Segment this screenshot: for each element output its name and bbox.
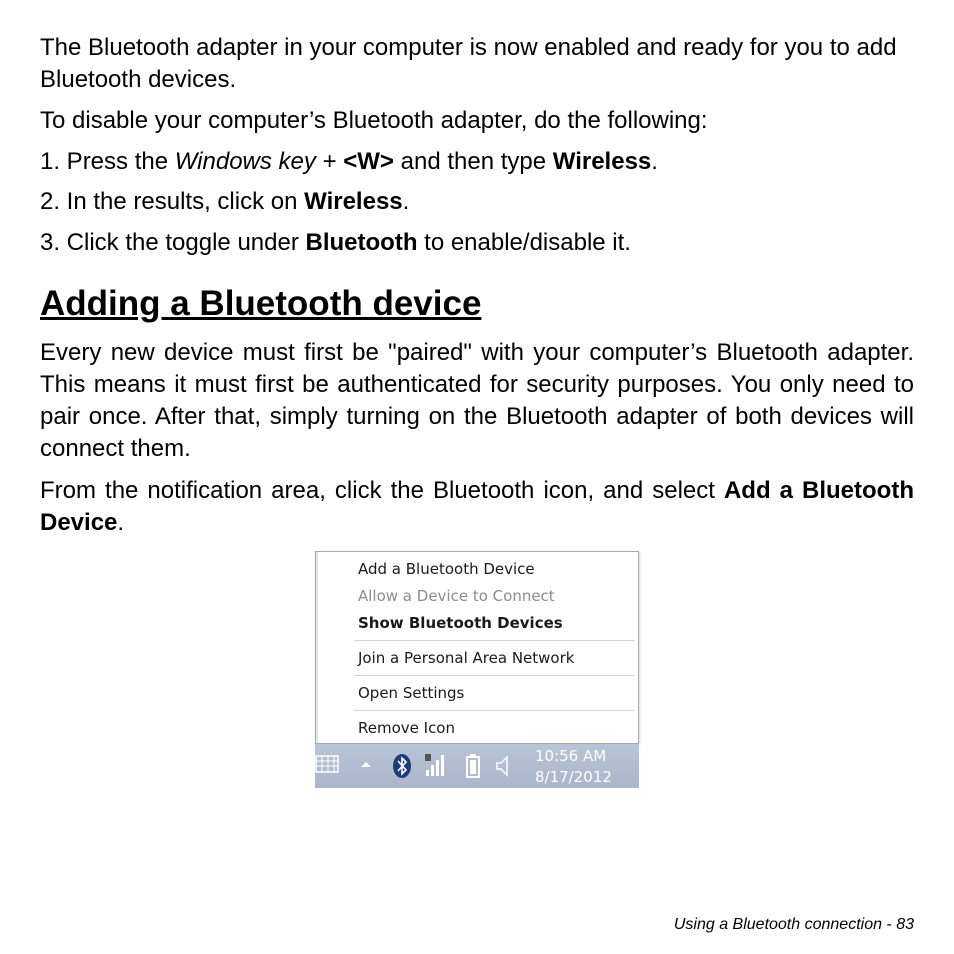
menu-item-allow-connect: Allow a Device to Connect: [358, 587, 555, 605]
section-heading: Adding a Bluetooth device: [40, 284, 482, 323]
step-2: [40, 186, 409, 218]
volume-icon[interactable]: [495, 754, 513, 778]
clock-time: 10:56 AM: [535, 747, 607, 765]
page-footer: Using a Bluetooth connection - 83: [673, 916, 914, 933]
step-1-mid: and then type: [393, 148, 553, 175]
step-3-end: to enable/disable it.: [417, 229, 631, 256]
context-menu: [315, 551, 639, 744]
windows-key-text: Windows key: [174, 148, 316, 175]
add-device-bold: Add a Bluetooth Device: [40, 477, 914, 536]
menu-item-join-pan[interactable]: Join a Personal Area Network: [358, 649, 575, 667]
menu-gutter: [316, 552, 318, 743]
bluetooth-menu-screenshot: [315, 551, 639, 788]
intro-paragraph: The Bluetooth adapter in your computer is now enabled and ready for you to add Bluetooth devices.: [40, 34, 897, 93]
step-1-end: .: [651, 148, 658, 175]
notification-end: .: [117, 509, 125, 536]
bluetooth-bold: Bluetooth: [305, 229, 418, 256]
menu-item-remove-icon[interactable]: Remove Icon: [358, 719, 455, 737]
pairing-paragraph: Every new device must first be "paired" with your computer’s Bluetooth adapter. This means it must first be authenticated for security purposes. You only need to pair once. After that, simply turning on the Bluetooth adapter of both devices will connect them.: [40, 339, 914, 462]
step-2-text: 2. In the results, click on: [40, 188, 305, 215]
clock-date: 8/17/2012: [535, 768, 612, 786]
wireless-bold: Wireless: [552, 148, 652, 175]
taskbar: [315, 744, 639, 788]
battery-icon[interactable]: [465, 753, 481, 779]
bluetooth-icon[interactable]: [392, 753, 412, 779]
step-2-end: .: [402, 188, 410, 215]
network-signal-icon[interactable]: [423, 752, 445, 778]
menu-separator: [354, 710, 634, 711]
step-3-text: 3. Click the toggle under: [40, 229, 306, 256]
notification-paragraph: [40, 475, 914, 539]
step-1: [40, 146, 658, 178]
step-3: [40, 227, 631, 259]
taskbar-clock[interactable]: [535, 746, 612, 788]
wireless-bold-2: Wireless: [304, 188, 403, 215]
disable-intro: To disable your computer’s Bluetooth adapter, do the following:: [40, 107, 708, 134]
step-1-text: 1. Press the: [40, 148, 175, 175]
keyboard-icon[interactable]: [315, 754, 341, 774]
w-key-text: <W>: [343, 148, 394, 175]
chevron-up-icon[interactable]: [359, 759, 373, 769]
plus-text: +: [315, 148, 344, 175]
menu-item-open-settings[interactable]: Open Settings: [358, 684, 465, 702]
menu-separator: [354, 640, 634, 641]
notification-text: From the notification area, click the Bluetooth icon, and select: [40, 477, 724, 504]
menu-item-show-devices[interactable]: Show Bluetooth Devices: [358, 614, 563, 632]
menu-item-add-device[interactable]: Add a Bluetooth Device: [358, 560, 535, 578]
menu-separator: [354, 675, 634, 676]
